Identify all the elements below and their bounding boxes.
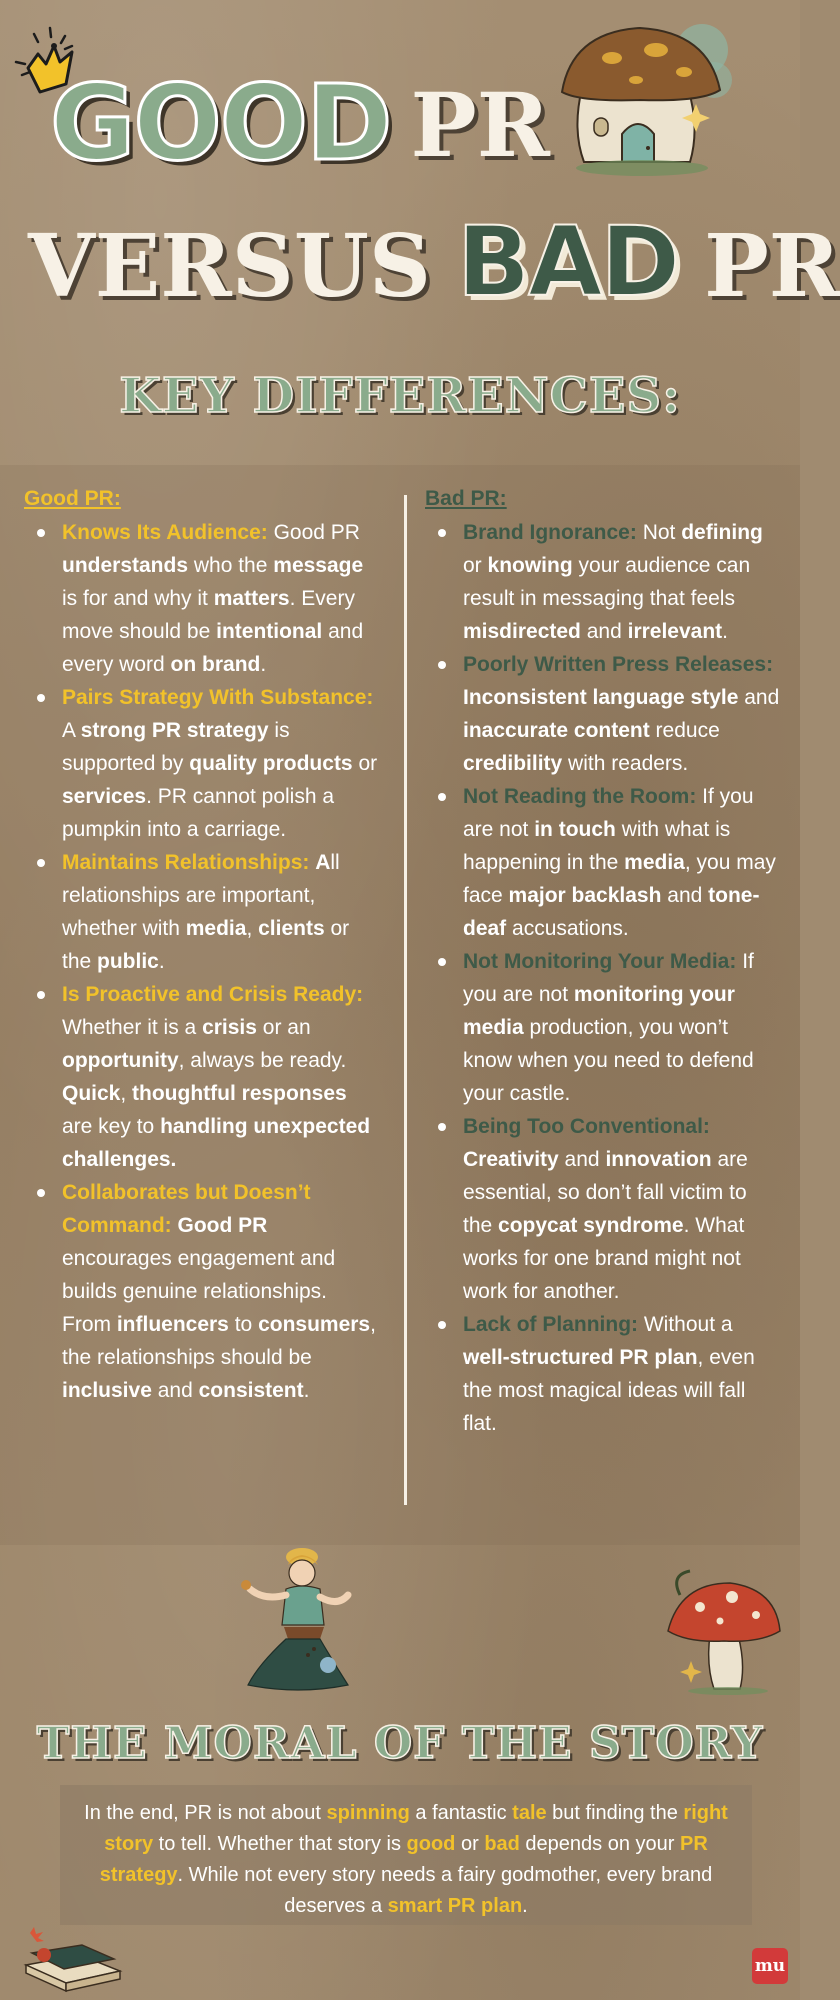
emphasis-text: knowing [487, 554, 573, 577]
good-pr-list [24, 516, 380, 1407]
emphasis-text: influencers [116, 1313, 229, 1336]
title-word-pr-2: PR [704, 216, 840, 317]
bad-pr-item-title: Lack of Planning: [463, 1313, 639, 1336]
bad-pr-heading: Bad PR: [425, 487, 507, 510]
bad-pr-item: Poorly Written Press Releases: Inconsistent language style and inaccurate content reduce credibility with readers. [425, 648, 780, 780]
fairy-godmother-illustration [228, 1545, 370, 1695]
emphasis-text: media [185, 917, 247, 940]
emphasis-text: tone-deaf [463, 884, 760, 940]
emphasis-text: media [624, 851, 685, 874]
emphasis-text: A [315, 851, 331, 874]
storybook-icon [20, 1915, 126, 1993]
emphasis-text: consumers [258, 1313, 371, 1336]
bad-pr-item: Lack of Planning: Without a well-structured PR plan, even the most magical ideas will fall flat. [425, 1308, 780, 1440]
title-line-2 [28, 200, 840, 318]
emphasis-text: in touch [534, 818, 616, 841]
emphasis-text: services [62, 785, 147, 808]
title-line-1 [50, 55, 550, 184]
title-word-good: GOOD [50, 62, 391, 184]
bad-pr-item-title: Being Too Conventional: [463, 1115, 710, 1138]
emphasis-text: misdirected [463, 620, 581, 643]
good-pr-item-title: Collaborates but Doesn’t Command: [62, 1181, 311, 1237]
bad-pr-item-title: Not Reading the Room: [463, 785, 697, 808]
bad-pr-item: Not Reading the Room: If you are not in touch with what is happening in the media, you may face major backlash and tone-deaf accusations. [425, 780, 780, 945]
good-pr-item: Pairs Strategy With Substance: A strong PR strategy is supported by quality products or services. PR cannot polish a pumpkin into a carriage. [24, 681, 380, 846]
emphasis-text: handling unexpected challenges. [62, 1115, 371, 1171]
highlight-text: PR strategy [99, 1833, 708, 1886]
highlight-text: smart PR plan [387, 1895, 523, 1917]
title-word-pr: PR [410, 73, 550, 177]
bad-pr-item: Brand Ignorance: Not defining or knowing your audience can result in messaging that feels misdirected and irrelevant. [425, 516, 780, 648]
mu-logo: mu [752, 1948, 788, 1984]
good-pr-item: Maintains Relationships: All relationships are important, whether with media, clients or the public. [24, 846, 380, 978]
highlight-text: spinning [326, 1802, 410, 1824]
highlight-text: good [406, 1833, 456, 1855]
emphasis-text: quality products [189, 752, 353, 775]
emphasis-text: public [97, 950, 159, 973]
emphasis-text: intentional [216, 620, 323, 643]
moral-heading: THE MORAL OF THE STORY [36, 1718, 764, 1769]
bad-pr-item-title: Not Monitoring Your Media: [463, 950, 737, 973]
good-pr-item: Collaborates but Doesn’t Command: Good PR encourages engagement and builds genuine relationships. From influencers to consumers, the relationships should be inclusive and consistent. [24, 1176, 380, 1407]
emphasis-text: crisis [202, 1016, 257, 1039]
highlight-text: right story [104, 1802, 728, 1855]
mushroom-house-icon [552, 10, 730, 182]
emphasis-text: strong PR strategy [80, 719, 269, 742]
emphasis-text: Inconsistent language style [463, 686, 739, 709]
highlight-text: bad [484, 1833, 520, 1855]
bad-pr-item: Being Too Conventional: Creativity and innovation are essential, so don’t fall victim to the copycat syndrome. What works for one brand might not work for another. [425, 1110, 780, 1308]
toadstool-illustration [660, 1565, 784, 1695]
good-pr-item: Knows Its Audience: Good PR understands who the message is for and why it matters. Every move should be intentional and every word on brand. [24, 516, 380, 681]
emphasis-text: thoughtful responses [132, 1082, 347, 1105]
emphasis-text: Creativity [463, 1148, 559, 1171]
key-differences-heading: KEY DIFFERENCES: [119, 368, 681, 424]
emphasis-text: irrelevant [627, 620, 723, 643]
emphasis-text: Quick [62, 1082, 121, 1105]
emphasis-text: opportunity [62, 1049, 179, 1072]
emphasis-text: matters [213, 587, 290, 610]
good-pr-item-title: Is Proactive and Crisis Ready: [62, 983, 364, 1006]
emphasis-text: monitoring your media [463, 983, 735, 1039]
bad-pr-item-title: Brand Ignorance: [463, 521, 637, 544]
emphasis-text: understands [62, 554, 189, 577]
emphasis-text: consistent [198, 1379, 304, 1402]
title-word-bad: BAD [456, 206, 679, 318]
title-word-versus: VERSUS [28, 216, 431, 317]
emphasis-text: defining [681, 521, 763, 544]
bad-pr-item: Not Monitoring Your Media: If you are not monitoring your media production, you won’t know when you need to defend your castle. [425, 945, 780, 1110]
moral-text: In the end, PR is not about spinning a fantastic tale but finding the right story to tell. Whether that story is good or bad depends on your PR strategy. While not every story needs a fairy godmother, every brand deserves a smart PR plan. [60, 1785, 752, 1925]
good-pr-heading: Good PR: [24, 487, 121, 510]
emphasis-text: inclusive [62, 1379, 152, 1402]
emphasis-text: credibility [463, 752, 563, 775]
emphasis-text: on brand [170, 653, 261, 676]
emphasis-text: copycat syndrome [498, 1214, 684, 1237]
emphasis-text: well-structured PR plan [463, 1346, 698, 1369]
emphasis-text: inaccurate content [463, 719, 650, 742]
good-pr-item-title: Knows Its Audience: [62, 521, 268, 544]
emphasis-text: major backlash [508, 884, 662, 907]
emphasis-text: message [273, 554, 364, 577]
good-pr-column [24, 482, 380, 1407]
bad-pr-list [425, 516, 780, 1440]
good-pr-item-title: Pairs Strategy With Substance: [62, 686, 374, 709]
column-divider [404, 495, 407, 1505]
bad-pr-column [425, 482, 780, 1440]
good-pr-item: Is Proactive and Crisis Ready: Whether it is a crisis or an opportunity, always be ready. Quick, thoughtful responses are key to handling unexpected challenges. [24, 978, 380, 1176]
emphasis-text: innovation [605, 1148, 712, 1171]
emphasis-text: clients [258, 917, 325, 940]
good-pr-item-title: Maintains Relationships: [62, 851, 310, 874]
emphasis-text: Good PR [177, 1214, 268, 1237]
highlight-text: tale [512, 1802, 547, 1824]
bad-pr-item-title: Poorly Written Press Releases: [463, 653, 774, 676]
